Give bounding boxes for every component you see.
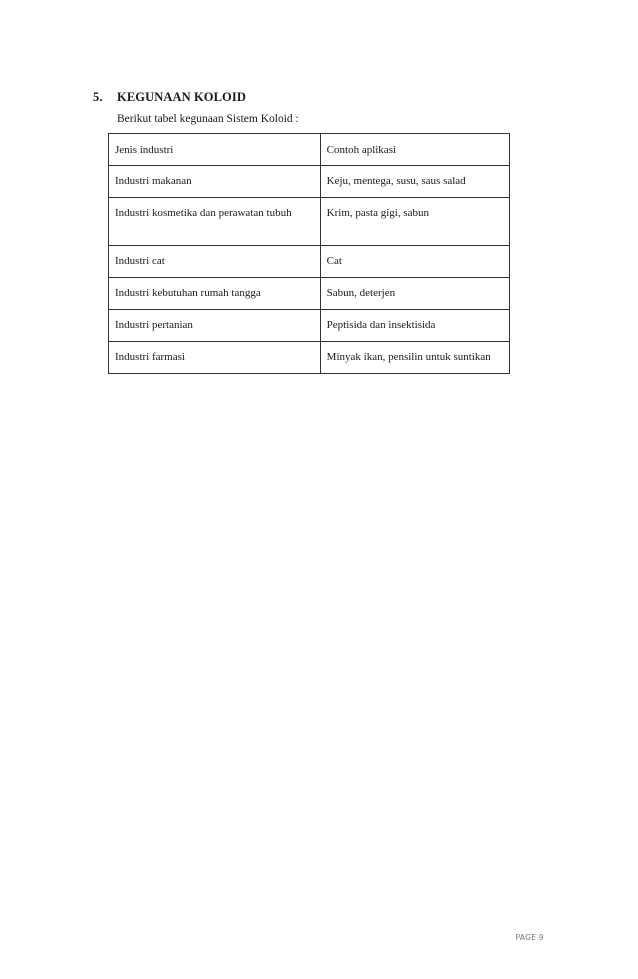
- table-row: [109, 342, 510, 374]
- application-cell: Keju, mentega, susu, saus salad: [320, 166, 509, 198]
- industry-cell: Industri kebutuhan rumah tangga: [109, 278, 321, 310]
- table-row: [109, 198, 510, 246]
- application-cell: Cat: [320, 246, 509, 278]
- application-cell: Sabun, deterjen: [320, 278, 509, 310]
- industry-cell: Industri pertanian: [109, 310, 321, 342]
- table-row: [109, 310, 510, 342]
- industry-cell: Industri farmasi: [109, 342, 321, 374]
- industry-cell: Industri cat: [109, 246, 321, 278]
- table-row: [109, 278, 510, 310]
- application-cell: Peptisida dan insektisida: [320, 310, 509, 342]
- table-row: [109, 246, 510, 278]
- application-cell: Minyak ikan, pensilin untuk suntikan: [320, 342, 509, 374]
- header-cell-application: Contoh aplikasi: [320, 134, 509, 166]
- header-cell-industry: Jenis industri: [109, 134, 321, 166]
- table-row: [109, 166, 510, 198]
- industry-cell: Industri kosmetika dan perawatan tubuh: [109, 198, 321, 246]
- section-heading: [93, 90, 246, 105]
- intro-text: Berikut tabel kegunaan Sistem Koloid :: [117, 113, 299, 125]
- section-number: 5.: [93, 90, 103, 104]
- table-header-row: [109, 134, 510, 166]
- koloid-usage-table: [108, 133, 510, 374]
- industry-cell: Industri makanan: [109, 166, 321, 198]
- page-number: PAGE 9: [515, 933, 544, 942]
- section-title: KEGUNAAN KOLOID: [117, 90, 246, 104]
- application-cell: Krim, pasta gigi, sabun: [320, 198, 509, 246]
